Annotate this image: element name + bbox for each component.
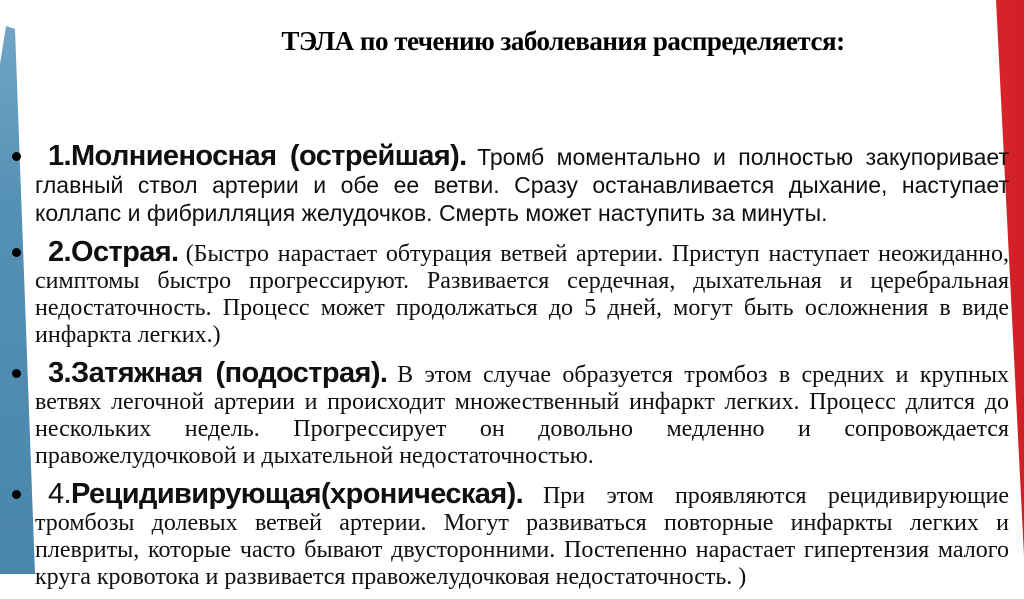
bullet-marker-icon [12,248,21,257]
slide-title: ТЭЛА по течению заболевания распределяется: [281,26,845,56]
bullet-number: 2. [48,236,71,268]
bullet-number: 1. [48,140,71,172]
bullet-header [48,140,467,172]
bullet-marker-icon [12,152,21,161]
bullet-description: В этом случае образуется тромбоз в средних и крупных ветвях легочной артерии и происходит множественный инфаркт легких. Процесс длится до нескольких недель. Прогрессирует он довольно медленно и сопровождается правожелудочковой и дыхательной недостаточностью. [35,362,1009,469]
bullet-list [35,140,1009,599]
list-item [35,478,1009,592]
bullet-number: 3. [48,357,71,389]
bullet-description: (Быстро нарастает обтурация ветвей артерии. Приступ наступает неожиданно, симптомы быстро прогрессируют. Развивается сердечная, дыхательная и церебральная недостаточность. Процесс может продолжаться до 5 дней, могут быть осложнения в виде инфаркта легких.) [35,241,1010,348]
bullet-header [48,236,179,268]
list-item [35,140,1009,229]
bullet-header [48,357,387,389]
bullet-number: 4. [48,478,71,510]
list-item [35,236,1009,350]
bullet-term: Молниеносная (острейшая). [71,140,467,172]
bullet-term: Острая. [71,236,179,268]
bullet-description: Тромб моментально и полностью закупоривает главный ствол артерии и обе ее ветви. Сразу останавливается дыхание, наступает коллапс и фибрилляция желудочков. Смерть может наступить за минуты. [35,144,1009,226]
bullet-term: Рецидивирующая(хроническая). [71,478,524,510]
bullet-marker-icon [12,490,21,499]
bullet-header [48,478,523,510]
bullet-description: При этом проявляются рецидивирующие тромбозы долевых ветвей артерии. Могут развиваться повторные инфаркты легких и плевриты, которые часто бывают двусторонними. Постепенно нарастает гипертензия малого круга кровотока и развивается правожелудочковая недостаточность. ) [35,483,1009,590]
list-item [35,357,1009,471]
bullet-term: Затяжная (подострая). [71,357,388,389]
bullet-marker-icon [12,369,21,378]
